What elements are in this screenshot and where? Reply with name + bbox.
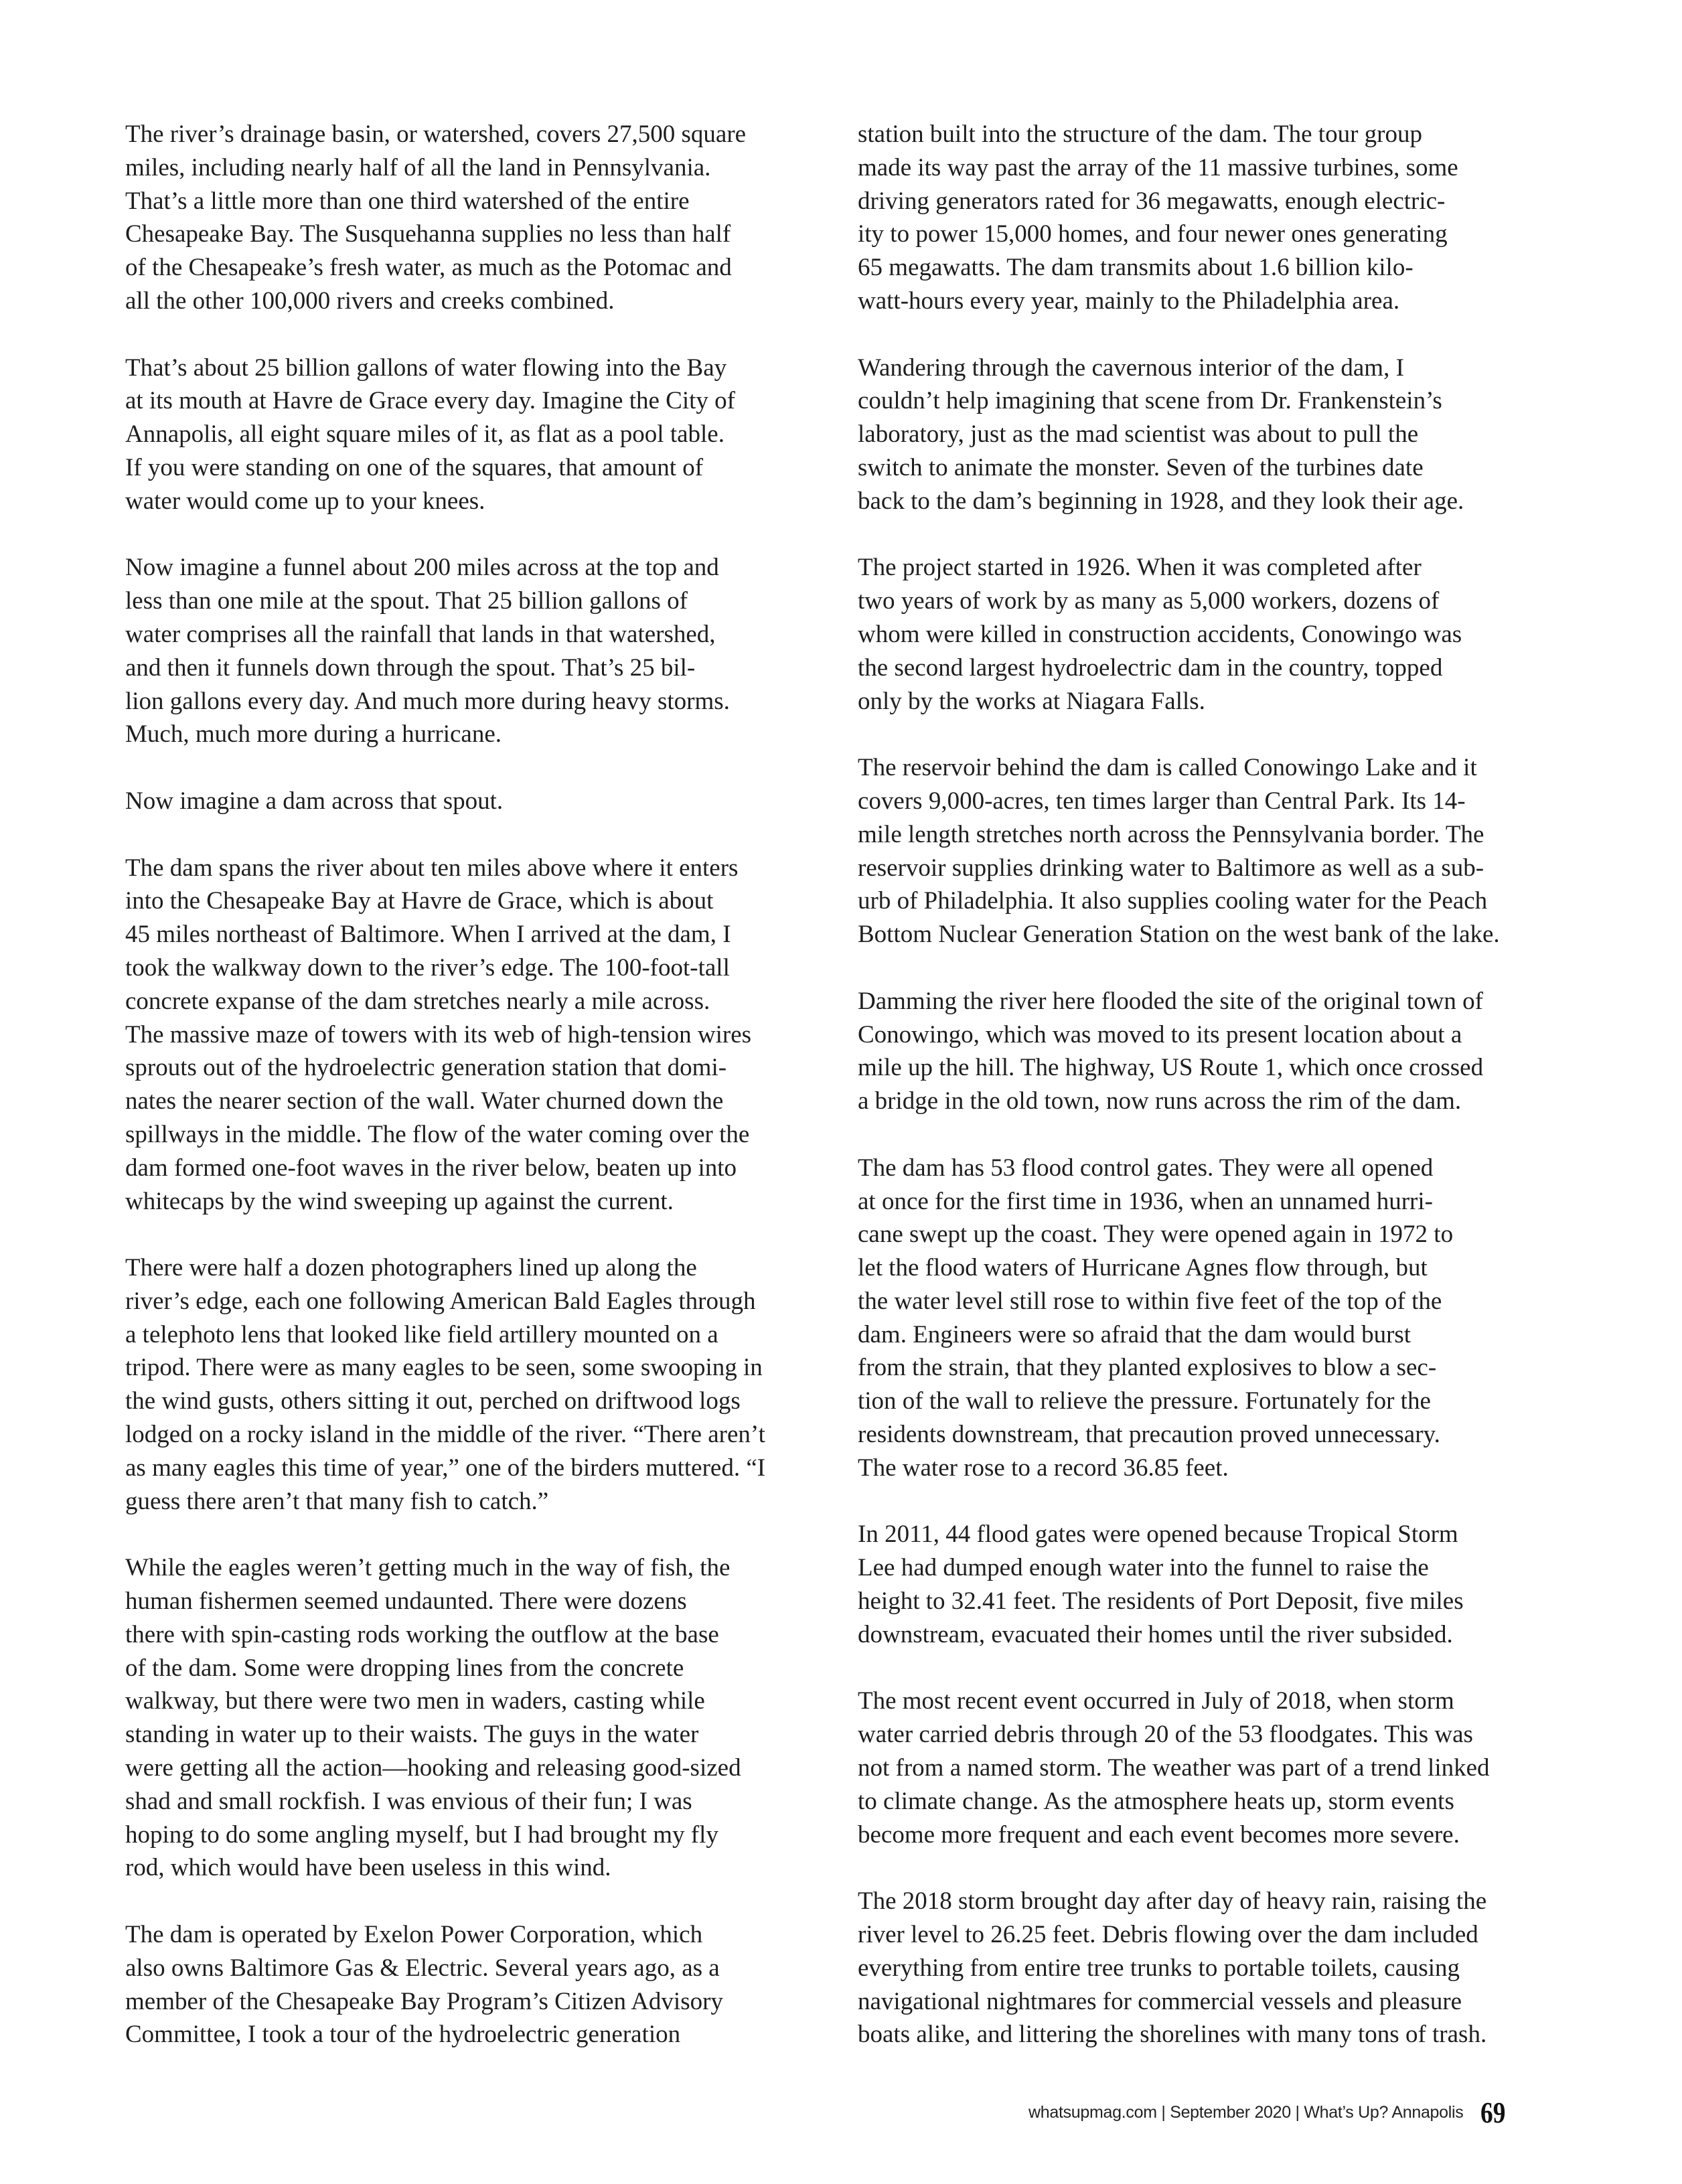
text-line: spillways in the middle. The flow of the water coming over the [125, 1120, 750, 1148]
paragraph [858, 551, 1581, 718]
text-line: navigational nightmares for commercial vessels and pleasure [858, 1987, 1462, 2015]
text-line: of the dam. Some were dropping lines from the concrete [125, 1654, 684, 1682]
text-line: watt-hours every year, mainly to the Philadelphia area. [858, 287, 1400, 315]
text-line: whom were killed in construction accidents, Conowingo was [858, 620, 1462, 648]
text-line: urb of Philadelphia. It also supplies cooling water for the Peach [858, 887, 1488, 915]
text-line: 45 miles northeast of Baltimore. When I arrived at the dam, I [125, 921, 731, 949]
text-line: Now imagine a dam across that spout. [125, 787, 504, 815]
text-line: cane swept up the coast. They were opened again in 1972 to [858, 1221, 1454, 1249]
page-number: 69 [1480, 2096, 1506, 2129]
paragraph [858, 751, 1581, 951]
text-line: water would come up to your knees. [125, 487, 485, 515]
text-line: at its mouth at Havre de Grace every day. Imagine the City of [125, 387, 735, 415]
text-line: mile up the hill. The highway, US Route 1, which once crossed [858, 1054, 1484, 1082]
text-line: were getting all the action—hooking and releasing good-sized [125, 1754, 741, 1782]
text-line: made its way past the array of the 11 massive turbines, some [858, 153, 1458, 181]
paragraph [125, 551, 848, 751]
text-line: miles, including nearly half of all the land in Pennsylvania. [125, 153, 711, 181]
text-line: reservoir supplies drinking water to Baltimore as well as a sub- [858, 854, 1484, 882]
paragraph [125, 785, 848, 818]
text-line: and then it funnels down through the spout. That’s 25 bil- [125, 653, 696, 682]
text-line: also owns Baltimore Gas & Electric. Several years ago, as a [125, 1954, 720, 1982]
text-line: took the walkway down to the river’s edge. The 100-foot-tall [125, 953, 730, 982]
text-line: shad and small rockfish. I was envious of their fun; I was [125, 1787, 692, 1815]
text-line: Conowingo, which was moved to its present location about a [858, 1020, 1462, 1048]
text-line: a bridge in the old town, now runs across the rim of the dam. [858, 1087, 1462, 1115]
text-line: covers 9,000-acres, ten times larger than Central Park. Its 14- [858, 787, 1466, 815]
paragraph [858, 1885, 1581, 2051]
text-line: There were half a dozen photographers lined up along the [125, 1254, 697, 1282]
text-line: only by the works at Niagara Falls. [858, 687, 1205, 715]
text-line: dam. Engineers were so afraid that the dam would burst [858, 1320, 1411, 1348]
right-column [858, 118, 1581, 2085]
text-line: Now imagine a funnel about 200 miles across at the top and [125, 554, 719, 582]
text-line: river’s edge, each one following American Bald Eagles through [125, 1287, 756, 1315]
text-line: all the other 100,000 rivers and creeks combined. [125, 287, 615, 315]
text-line: Wandering through the cavernous interior of the dam, I [858, 354, 1404, 382]
paragraph [858, 1685, 1581, 1851]
paragraph [858, 1152, 1581, 1485]
text-line: at once for the first time in 1936, when an unnamed hurri- [858, 1187, 1433, 1215]
paragraph [125, 1918, 848, 2051]
text-line: rod, which would have been useless in this wind. [125, 1854, 611, 1882]
paragraph [125, 1551, 848, 1885]
text-line: there with spin-casting rods working the outflow at the base [125, 1620, 719, 1648]
text-line: let the flood waters of Hurricane Agnes flow through, but [858, 1254, 1428, 1282]
text-line: as many eagles this time of year,” one of the birders muttered. “I [125, 1454, 766, 1482]
text-line: station built into the structure of the dam. The tour group [858, 121, 1422, 148]
text-line: from the strain, that they planted explosives to blow a sec- [858, 1354, 1437, 1382]
text-line: 65 megawatts. The dam transmits about 1.6 billion kilo- [858, 254, 1413, 282]
text-line: That’s a little more than one third watershed of the entire [125, 187, 690, 215]
text-line: Lee had dumped enough water into the funnel to raise the [858, 1554, 1429, 1582]
text-line: guess there aren’t that many fish to catch.” [125, 1487, 549, 1515]
text-line: water carried debris through 20 of the 53 floodgates. This was [858, 1721, 1473, 1749]
text-line: of the Chesapeake’s fresh water, as much as the Potomac and [125, 254, 732, 282]
text-line: The reservoir behind the dam is called Conowingo Lake and it [858, 754, 1477, 782]
text-line: tion of the wall to relieve the pressure. Fortunately for the [858, 1387, 1431, 1415]
text-line: The massive maze of towers with its web of high-tension wires [125, 1020, 752, 1048]
paragraph [858, 118, 1581, 318]
text-line: member of the Chesapeake Bay Program’s Citizen Advisory [125, 1987, 723, 2015]
text-line: concrete expanse of the dam stretches nearly a mile across. [125, 987, 710, 1015]
text-line: The dam is operated by Exelon Power Corporation, which [125, 1921, 703, 1949]
text-line: become more frequent and each event becomes more severe. [858, 1820, 1460, 1849]
page-footer [1028, 2096, 1510, 2130]
text-line: river level to 26.25 feet. Debris flowing over the dam included [858, 1921, 1478, 1949]
text-line: hoping to do some angling myself, but I had brought my fly [125, 1820, 718, 1849]
text-line: walkway, but there were two men in waders, casting while [125, 1687, 705, 1715]
text-line: The river’s drainage basin, or watershed, covers 27,500 square [125, 121, 747, 148]
text-line: height to 32.41 feet. The residents of Port Deposit, five miles [858, 1587, 1464, 1616]
text-line: While the eagles weren’t getting much in the way of fish, the [125, 1554, 731, 1582]
text-line: In 2011, 44 flood gates were opened because Tropical Storm [858, 1520, 1458, 1549]
text-line: the water level still rose to within five feet of the top of the [858, 1287, 1442, 1315]
text-line: ity to power 15,000 homes, and four newer ones generating [858, 220, 1448, 248]
text-line: human fishermen seemed undaunted. There were dozens [125, 1587, 687, 1616]
text-line: The 2018 storm brought day after day of heavy rain, raising the [858, 1887, 1487, 1916]
text-line: downstream, evacuated their homes until the river subsided. [858, 1620, 1453, 1648]
text-line: Bottom Nuclear Generation Station on the west bank of the lake. [858, 921, 1500, 949]
paragraph [125, 852, 848, 1219]
text-line: lodged on a rocky island in the middle of the river. “There aren’t [125, 1421, 765, 1449]
text-line: Damming the river here flooded the site of the original town of [858, 987, 1483, 1015]
text-line: the wind gusts, others sitting it out, perched on driftwood logs [125, 1387, 741, 1415]
text-line: whitecaps by the wind sweeping up against the current. [125, 1187, 674, 1215]
text-line: the second largest hydroelectric dam in the country, topped [858, 653, 1443, 682]
text-line: The dam has 53 flood control gates. They were all opened [858, 1154, 1434, 1182]
text-line: boats alike, and littering the shorelines with many tons of trash. [858, 2021, 1487, 2049]
text-line: Chesapeake Bay. The Susquehanna supplies no less than half [125, 220, 731, 248]
text-line: The water rose to a record 36.85 feet. [858, 1454, 1229, 1482]
paragraph [858, 352, 1581, 518]
text-line: residents downstream, that precaution proved unnecessary. [858, 1421, 1440, 1449]
text-line: two years of work by as many as 5,000 workers, dozens of [858, 587, 1440, 615]
text-line: standing in water up to their waists. The guys in the water [125, 1721, 699, 1749]
text-line: to climate change. As the atmosphere heats up, storm events [858, 1787, 1454, 1815]
footer-publication-info: whatsupmag.com | September 2020 | What’s Up? Annapolis [1028, 2103, 1464, 2122]
text-line: tripod. There were as many eagles to be seen, some swooping in [125, 1354, 763, 1382]
text-line: The most recent event occurred in July of 2018, when storm [858, 1687, 1454, 1715]
text-line: If you were standing on one of the squares, that amount of [125, 453, 704, 481]
text-line: mile length stretches north across the Pennsylvania border. The [858, 820, 1484, 848]
text-line: That’s about 25 billion gallons of water flowing into the Bay [125, 354, 727, 382]
text-line: sprouts out of the hydroelectric generation station that domi- [125, 1054, 727, 1082]
text-line: driving generators rated for 36 megawatts, enough electric- [858, 187, 1446, 215]
paragraph [858, 1518, 1581, 1651]
text-line: Annapolis, all eight square miles of it, as flat as a pool table. [125, 420, 724, 449]
paragraph [858, 985, 1581, 1118]
text-line: nates the nearer section of the wall. Water churned down the [125, 1087, 724, 1115]
text-line: a telephoto lens that looked like field artillery mounted on a [125, 1320, 718, 1348]
text-line: water comprises all the rainfall that lands in that watershed, [125, 620, 716, 648]
text-line: couldn’t help imagining that scene from Dr. Frankenstein’s [858, 387, 1442, 415]
paragraph [125, 352, 848, 518]
text-line: back to the dam’s beginning in 1928, and they look their age. [858, 487, 1464, 515]
text-line: dam formed one-foot waves in the river below, beaten up into [125, 1154, 737, 1182]
text-line: Much, much more during a hurricane. [125, 720, 502, 749]
paragraph [125, 118, 848, 318]
text-line: The project started in 1926. When it was completed after [858, 554, 1422, 582]
text-line: The dam spans the river about ten miles above where it enters [125, 854, 739, 882]
text-line: everything from entire tree trunks to portable toilets, causing [858, 1954, 1460, 1982]
text-line: into the Chesapeake Bay at Havre de Grace, which is about [125, 887, 714, 915]
text-line: laboratory, just as the mad scientist was about to pull the [858, 420, 1419, 449]
text-line: lion gallons every day. And much more during heavy storms. [125, 687, 730, 715]
text-line: not from a named storm. The weather was part of a trend linked [858, 1754, 1490, 1782]
left-column [125, 118, 848, 2085]
text-line: Committee, I took a tour of the hydroelectric generation [125, 2021, 681, 2049]
paragraph [125, 1251, 848, 1518]
text-line: less than one mile at the spout. That 25 billion gallons of [125, 587, 688, 615]
text-line: switch to animate the monster. Seven of the turbines date [858, 453, 1424, 481]
